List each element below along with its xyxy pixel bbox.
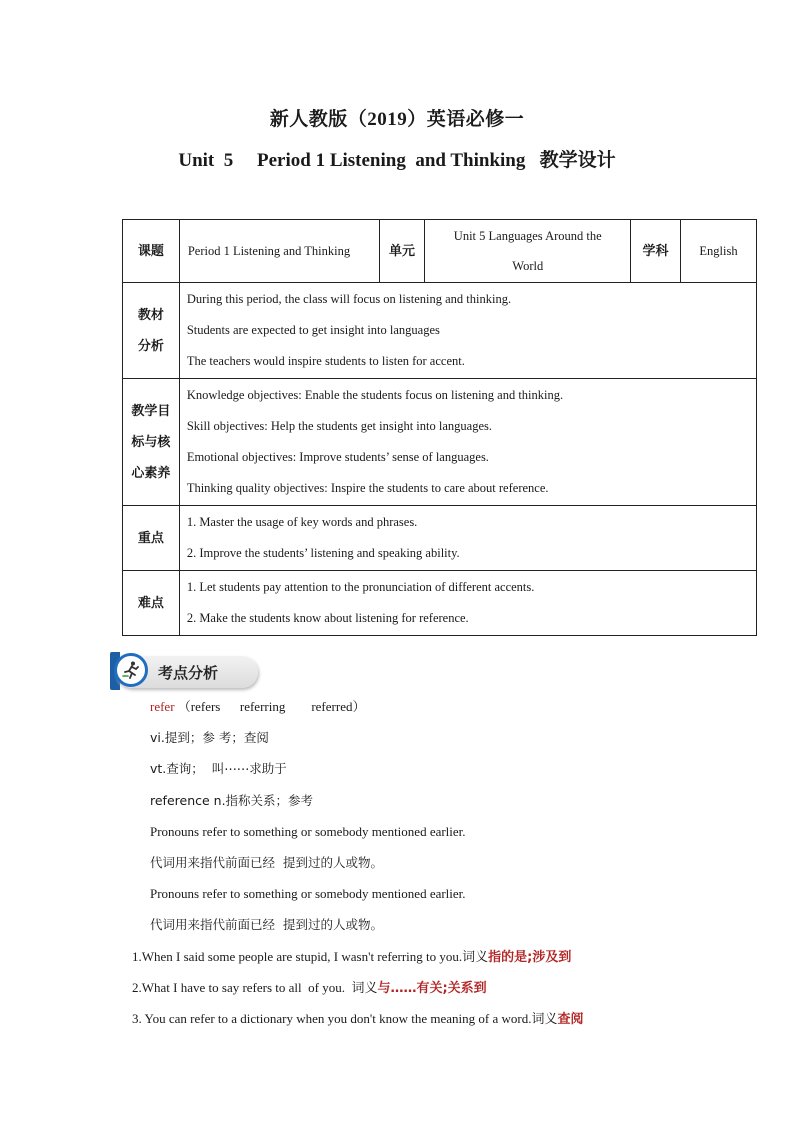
- kaodian-banner: [110, 654, 260, 690]
- content-line: 1. Master the usage of key words and phrases.: [186, 515, 418, 529]
- label-line: 重点: [137, 530, 164, 546]
- sentence-meaning: 与……有关;关系到: [377, 981, 487, 996]
- label-line: 分析: [137, 338, 164, 354]
- table-row: [123, 571, 757, 636]
- usage-sentence: [132, 979, 487, 998]
- content-line: Emotional objectives: Improve students’ sense of languages.: [186, 450, 489, 464]
- table-row: [123, 220, 757, 283]
- subject-label: 学科: [631, 220, 681, 283]
- vocab-heading: [150, 698, 365, 716]
- difficult-points-content: [179, 571, 756, 636]
- sentence-text: 2.What I have to say refers to all of you. 词义: [132, 980, 378, 995]
- running-figure-icon: [114, 653, 148, 687]
- sentence-meaning: 查阅: [557, 1012, 584, 1027]
- subject-value: English: [681, 220, 757, 283]
- vocab-word: refer: [150, 699, 175, 714]
- sentence-meaning: 指的是;涉及到: [488, 950, 572, 965]
- difficult-points-label: [123, 571, 180, 636]
- unit-label: 单元: [379, 220, 425, 283]
- table-row: [123, 506, 757, 571]
- table-row: [123, 379, 757, 506]
- sentence-text: 1.When I said some people are stupid, I wasn't referring to you.词义: [132, 949, 489, 964]
- topic-value: Period 1 Listening and Thinking: [179, 220, 379, 283]
- label-line: 难点: [137, 595, 164, 611]
- lesson-info-table: [122, 219, 757, 636]
- key-points-label: [123, 506, 180, 571]
- content-line: The teachers would inspire students to listen for accent.: [186, 354, 465, 368]
- topic-label: 课题: [123, 220, 180, 283]
- document-title: 新人教版（2019）英语必修一: [269, 109, 525, 130]
- definition-vi: vi.提到；参 考；查阅: [150, 730, 269, 745]
- content-line: Thinking quality objectives: Inspire the students to care about reference.: [186, 481, 549, 495]
- example-english: Pronouns refer to something or somebody mentioned earlier.: [150, 886, 466, 901]
- key-points-content: [179, 506, 756, 571]
- content-line: 2. Improve the students’ listening and speaking ability.: [186, 546, 460, 560]
- example-chinese: 代词用来指代前面已经 提到过的人或物。: [150, 917, 383, 932]
- objectives-label: [123, 379, 180, 506]
- unit-value: [425, 220, 631, 283]
- textbook-analysis-label: [123, 283, 180, 379]
- objectives-content: [179, 379, 756, 506]
- unit-value-line1: Unit 5 Languages Around the: [453, 229, 602, 243]
- content-line: Skill objectives: Help the students get insight into languages.: [186, 419, 492, 433]
- usage-sentence: [132, 1010, 584, 1029]
- label-line: 标与核: [131, 434, 171, 450]
- textbook-analysis-content: [179, 283, 756, 379]
- label-line: 教学目: [131, 403, 171, 419]
- label-line: 心素养: [131, 465, 171, 481]
- content-line: During this period, the class will focus on listening and thinking.: [186, 292, 512, 306]
- content-line: 1. Let students pay attention to the pronunciation of different accents.: [186, 580, 535, 594]
- vocab-forms: （refers referring referred）: [177, 699, 366, 714]
- definition-noun: reference n.指称关系；参考: [150, 793, 314, 808]
- sentence-text: 3. You can refer to a dictionary when you don't know the meaning of a word.词义: [132, 1011, 558, 1026]
- label-line: 教材: [137, 307, 164, 323]
- example-english: Pronouns refer to something or somebody mentioned earlier.: [150, 824, 466, 839]
- document-subtitle: Unit 5 Period 1 Listening and Thinking 教学设计: [178, 150, 616, 171]
- content-line: 2. Make the students know about listening for reference.: [186, 611, 469, 625]
- banner-label: 考点分析: [158, 664, 219, 682]
- table-row: [123, 283, 757, 379]
- content-line: Students are expected to get insight into languages: [186, 323, 440, 337]
- unit-value-line2: World: [512, 259, 544, 273]
- usage-sentence: [132, 948, 571, 967]
- example-chinese: 代词用来指代前面已经 提到过的人或物。: [150, 855, 383, 870]
- content-line: Knowledge objectives: Enable the students focus on listening and thinking.: [186, 388, 564, 402]
- definition-vt: vt.查询； 叫⋯⋯求助于: [150, 761, 287, 776]
